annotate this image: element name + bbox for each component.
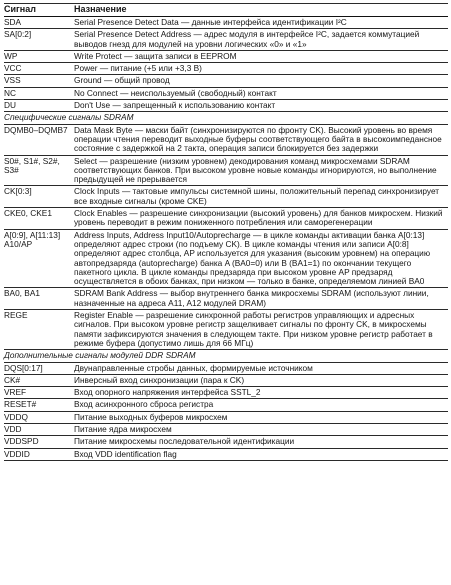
header-signal: Сигнал (4, 4, 74, 17)
signal-description: Data Mask Byte — маски байт (синхронизируются по фронту CK). Высокий уровень во время операции чтения переводит выходные буферы соответствующего байта в высокоимпедансное состояние с задержкой на 2 такта, операция записи блокируется без задержки (74, 124, 448, 155)
signal-name: DU (4, 100, 74, 112)
signal-description: Serial Presence Detect Data — данные интерфейса идентификации I²C (74, 17, 448, 29)
table-row (4, 124, 448, 155)
table-row (4, 100, 448, 112)
table-row (4, 63, 448, 75)
signal-description: Don't Use — запрещенный к использованию контакт (74, 100, 448, 112)
signal-description: Address Inputs, Address Input10/Autoprecharge — в цикле команды активации банка A[0:13] определяют адрес строки (по подъему CK). В цикле команды чтения или записи A[0:8] определяют адрес столбца, AP используется для указания (высоким уровнем) на операцию автопредзаряда (autoprecharge) банка A (BA0=0) или B (BA1=1) по окончании текущего пакетного цикла. В цикле команды предзаряда при высоком уровне AP предзаряд осуществляется в обоих банках, при низком — только в банке, определяемом линией BA0 (74, 229, 448, 288)
signal-name: VREF (4, 387, 74, 399)
table-row (4, 423, 448, 435)
signal-description: Clock Enables — разрешение синхронизации (высокий уровень) для банков микросхем. Низкий уровень переводит в режим пониженного потребления или саморегенерации (74, 208, 448, 230)
signal-name: DQS[0:17] (4, 362, 74, 374)
signal-name: WP (4, 50, 74, 62)
table-row (4, 310, 448, 350)
signal-name: VDDQ (4, 411, 74, 423)
section-title: Дополнительные сигналы модулей DDR SDRAM (4, 350, 448, 362)
signal-name: VSS (4, 75, 74, 87)
signal-name: BA0, BA1 (4, 288, 74, 310)
table-row (4, 208, 448, 230)
table-row (4, 75, 448, 87)
signal-name: CK[0:3] (4, 186, 74, 208)
signal-name: VCC (4, 63, 74, 75)
table-row (4, 387, 448, 399)
signal-name: SDA (4, 17, 74, 29)
table-header-row (4, 4, 448, 17)
signal-description: Двунаправленные стробы данных, формируемые источником (74, 362, 448, 374)
section-title: Специфические сигналы SDRAM (4, 112, 448, 124)
signal-description: Write Protect — защита записи в EEPROM (74, 50, 448, 62)
signal-description: Инверсный вход синхронизации (пара к CK) (74, 374, 448, 386)
table-row (4, 411, 448, 423)
signal-description: Power — питание (+5 или +3,3 В) (74, 63, 448, 75)
table-row (4, 399, 448, 411)
signal-name: VDDID (4, 448, 74, 460)
signal-description: Ground — общий провод (74, 75, 448, 87)
signal-name: CK# (4, 374, 74, 386)
section-row (4, 350, 448, 362)
table-row (4, 448, 448, 460)
signal-name: NC (4, 87, 74, 99)
table-row (4, 374, 448, 386)
signal-description: Register Enable — разрешение синхронной работы регистров управляющих и адресных сигналов. При высоком уровне регистр защелкивает сигналы по фронту CK, в микросхемы памяти зафиксируются значения в следующем такте. При низком уровне регистр работает в режиме буфера (допустимо лишь для 66 МГц) (74, 310, 448, 350)
signal-table (4, 3, 448, 461)
signal-description: Питание микросхемы последовательной идентификации (74, 436, 448, 448)
signal-name: VDDSPD (4, 436, 74, 448)
signal-description: Вход VDD identification flag (74, 448, 448, 460)
section-row (4, 112, 448, 124)
signal-description: Clock Inputs — тактовые импульсы системной шины, положительный перепад синхронизирует все входные сигналы (кроме CKE) (74, 186, 448, 208)
signal-description: Вход опорного напряжения интерфейса SSTL_2 (74, 387, 448, 399)
header-purpose: Назначение (74, 4, 448, 17)
signal-description: Вход асинхронного сброса регистра (74, 399, 448, 411)
signal-description: Serial Presence Detect Address — адрес модуля в интерфейсе I²C, задается коммутацией выводов гнезд для модулей на уровни логических «0» и «1» (74, 29, 448, 51)
signal-name: CKE0, CKE1 (4, 208, 74, 230)
signal-name: DQMB0–DQMB7 (4, 124, 74, 155)
signal-name: RESET# (4, 399, 74, 411)
signal-name: REGE (4, 310, 74, 350)
table-row (4, 17, 448, 29)
signal-description: Питание ядра микросхем (74, 423, 448, 435)
signal-description: Питание выходных буферов микросхем (74, 411, 448, 423)
table-row (4, 288, 448, 310)
table-row (4, 87, 448, 99)
table-row (4, 362, 448, 374)
signal-table-body (4, 4, 448, 461)
signal-name: A[0:9], A[11:13] A10/AP (4, 229, 74, 288)
table-row (4, 29, 448, 51)
table-row (4, 186, 448, 208)
table-row (4, 229, 448, 288)
signal-description: No Connect — неиспользуемый (свободный) контакт (74, 87, 448, 99)
table-row (4, 50, 448, 62)
signal-name: VDD (4, 423, 74, 435)
signal-name: SA[0:2] (4, 29, 74, 51)
signal-name: S0#, S1#, S2#, S3# (4, 155, 74, 186)
table-row (4, 436, 448, 448)
signal-description: SDRAM Bank Address — выбор внутреннего банка микросхемы SDRAM (используют линии, назначенные на адреса A11, A12 модулей DRAM) (74, 288, 448, 310)
signal-description: Select — разрешение (низким уровнем) декодирования команд микросхемами SDRAM соответствующих банков. При высоком уровне новые команды игнорируются, но выполнение предыдущей не прерывается (74, 155, 448, 186)
table-row (4, 155, 448, 186)
